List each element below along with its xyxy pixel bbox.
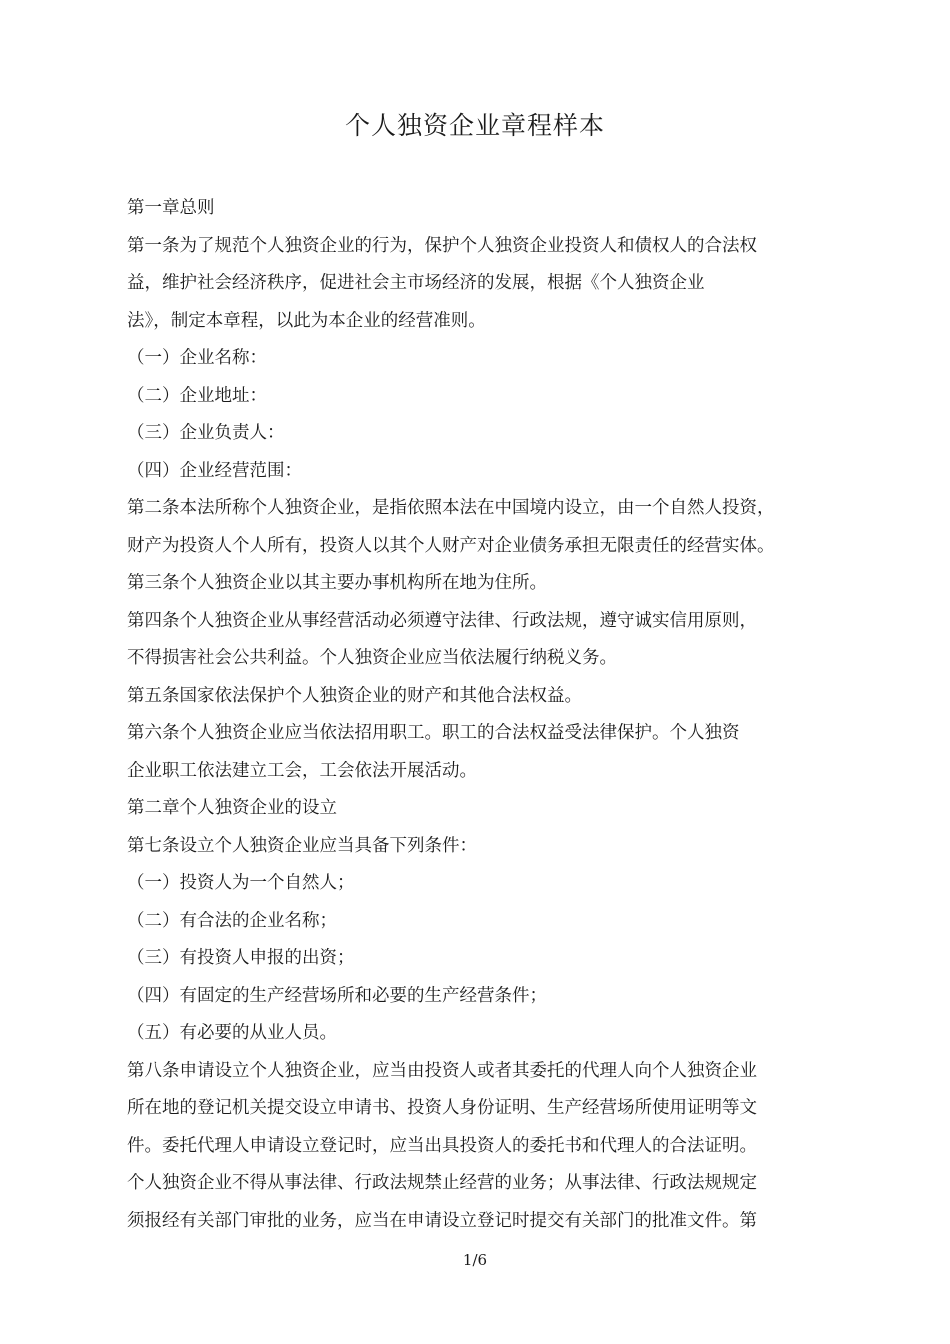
page-number: 1/6	[462, 1251, 488, 1269]
text-line: （二）有合法的企业名称；	[127, 910, 337, 931]
text-line: （一）企业名称：	[127, 348, 267, 368]
document-body	[127, 190, 847, 1240]
text-line: 第八条申请设立个人独资企业，应当由投资人或者其委托的代理人向个人独资企业	[127, 1060, 757, 1081]
text-line: 第一章总则	[127, 198, 215, 218]
text-line: 所在地的登记机关提交设立申请书、投资人身份证明、生产经营场所使用证明等文	[127, 1098, 757, 1118]
text-line: 第五条国家依法保护个人独资企业的财产和其他合法权益。	[127, 685, 582, 706]
text-line: 第二条本法所称个人独资企业，是指依照本法在中国境内设立，由一个自然人投资，	[127, 498, 775, 518]
text-line: 第二章个人独资企业的设立	[127, 798, 337, 818]
text-line: 第四条个人独资企业从事经营活动必须遵守法律、行政法规，遵守诚实信用原则，	[127, 610, 757, 631]
text-line: 第三条个人独资企业以其主要办事机构所在地为住所。	[127, 573, 547, 593]
text-line: 益，维护社会经济秩序，促进社会主市场经济的发展，根据《个人独资企业	[127, 273, 705, 293]
page-title: 个人独资企业章程样本	[344, 111, 605, 140]
text-line: 法》，制定本章程，以此为本企业的经营准则。	[127, 310, 486, 331]
text-line: 企业职工依法建立工会，工会依法开展活动。	[127, 760, 477, 781]
text-line: 第一条为了规范个人独资企业的行为，保护个人独资企业投资人和债权人的合法权	[127, 235, 757, 256]
text-line: 件。委托代理人申请设立登记时，应当出具投资人的委托书和代理人的合法证明。	[127, 1135, 757, 1156]
text-line: （五）有必要的从业人员。	[127, 1023, 337, 1043]
text-line: 不得损害社会公共利益。个人独资企业应当依法履行纳税义务。	[127, 648, 617, 668]
text-line: 个人独资企业不得从事法律、行政法规禁止经营的业务；从事法律、行政法规规定	[127, 1173, 757, 1193]
text-line: 第七条设立个人独资企业应当具备下列条件：	[127, 835, 477, 856]
text-line: （三）企业负责人：	[127, 423, 285, 443]
text-line: 财产为投资人个人所有，投资人以其个人财产对企业债务承担无限责任的经营实体。	[127, 535, 775, 556]
text-line: （一）投资人为一个自然人；	[127, 873, 355, 893]
text-line: 第六条个人独资企业应当依法招用职工。职工的合法权益受法律保护。个人独资	[127, 723, 740, 743]
text-line: （二）企业地址：	[127, 385, 267, 406]
text-line: （三）有投资人申报的出资；	[127, 948, 355, 968]
text-line: （四）企业经营范围：	[127, 460, 302, 481]
text-line: 须报经有关部门审批的业务，应当在申请设立登记时提交有关部门的批准文件。第	[127, 1210, 757, 1231]
text-line: （四）有固定的生产经营场所和必要的生产经营条件；	[127, 985, 547, 1006]
